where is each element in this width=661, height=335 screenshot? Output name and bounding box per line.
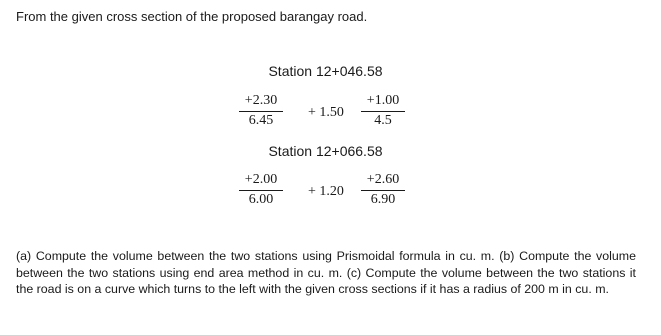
fraction-bar	[239, 111, 283, 112]
station-title: Station 12+066.58	[268, 143, 383, 159]
center-value: + 1.20	[308, 184, 344, 199]
fraction-bar	[239, 190, 283, 191]
intro-text: From the given cross section of the proposed barangay road.	[16, 9, 368, 24]
fraction-bar	[361, 111, 405, 112]
left-fraction	[239, 172, 283, 208]
left-denominator: 6.00	[248, 192, 274, 207]
right-denominator: 4.5	[374, 113, 392, 128]
right-numerator: +2.60	[366, 172, 400, 187]
right-fraction	[361, 172, 405, 208]
right-denominator: 6.90	[370, 192, 396, 207]
right-numerator: +1.00	[366, 93, 400, 108]
station-title: Station 12+046.58	[268, 63, 383, 79]
left-fraction	[239, 93, 283, 129]
right-fraction	[361, 93, 405, 129]
question-text: (a) Compute the volume between the two stations using Prismoidal formula in cu. m. (b) Compute the volume between the two stations using end area method in cu. m. (c) Compute the volume between the two stations it the road is on a curve which turns to the left with the given cross sections if it has a radius of 200 m in cu. m.	[16, 249, 636, 296]
fraction-bar	[361, 190, 405, 191]
left-denominator: 6.45	[248, 113, 274, 128]
center-value: + 1.50	[308, 105, 344, 120]
left-numerator: +2.30	[244, 93, 278, 108]
left-numerator: +2.00	[244, 172, 278, 187]
